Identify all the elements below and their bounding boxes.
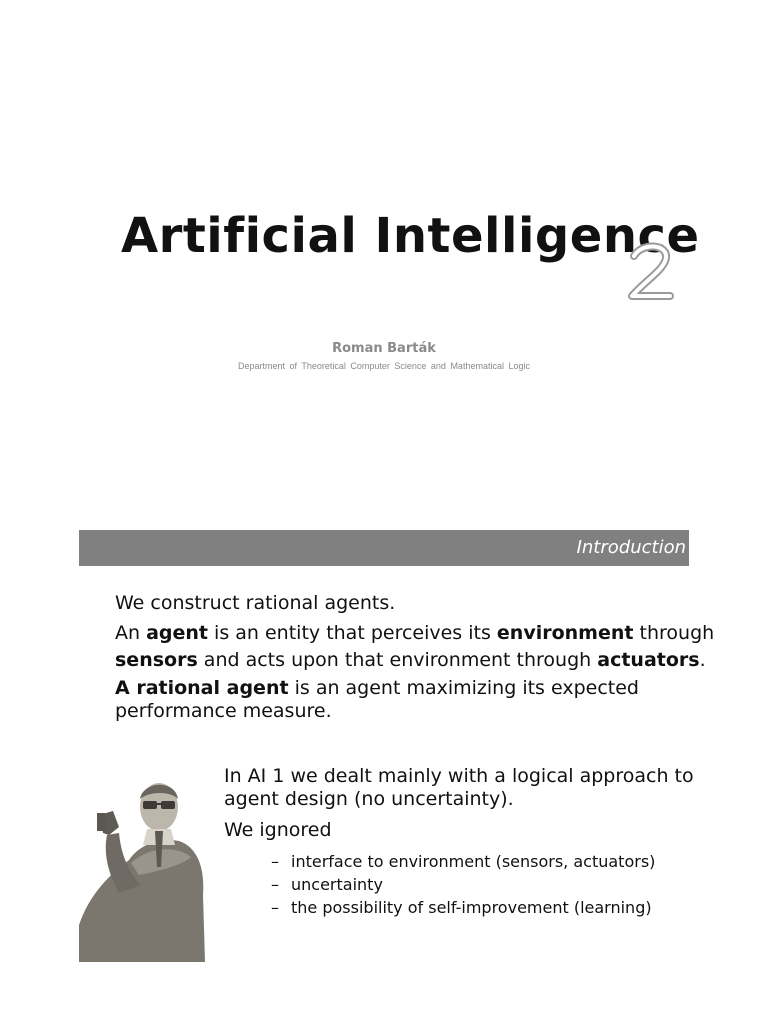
list-item: – uncertainty: [271, 875, 383, 894]
paragraph-rational-agents: We construct rational agents.: [115, 592, 396, 614]
agent-figure-image: [79, 775, 209, 962]
ignored-list: [224, 850, 744, 919]
ai1-notes: [224, 765, 744, 919]
section-header-bar: [79, 530, 689, 566]
section-title: Introduction: [576, 537, 686, 558]
paragraph-agent-definition: An agent is an entity that perceives its environment through sensors and acts upon that environment through actuators.: [115, 622, 715, 671]
list-item: – the possibility of self-improvement (learning): [271, 898, 652, 917]
page-title: Artificial Intelligence: [121, 208, 700, 264]
list-item: – interface to environment (sensors, actuators): [271, 852, 656, 871]
paragraph-we-ignored: We ignored: [224, 819, 332, 841]
main-text: [115, 590, 715, 726]
author-name: Roman Barták: [332, 341, 436, 356]
department-name: Department of Theoretical Computer Science and Mathematical Logic: [238, 361, 530, 371]
paragraph-ai1: In AI 1 we dealt mainly with a logical approach to agent design (no uncertainty).: [224, 765, 694, 810]
course-number-2: [624, 240, 674, 306]
paragraph-rational-agent: A rational agent is an agent maximizing its expected performance measure.: [115, 677, 639, 722]
